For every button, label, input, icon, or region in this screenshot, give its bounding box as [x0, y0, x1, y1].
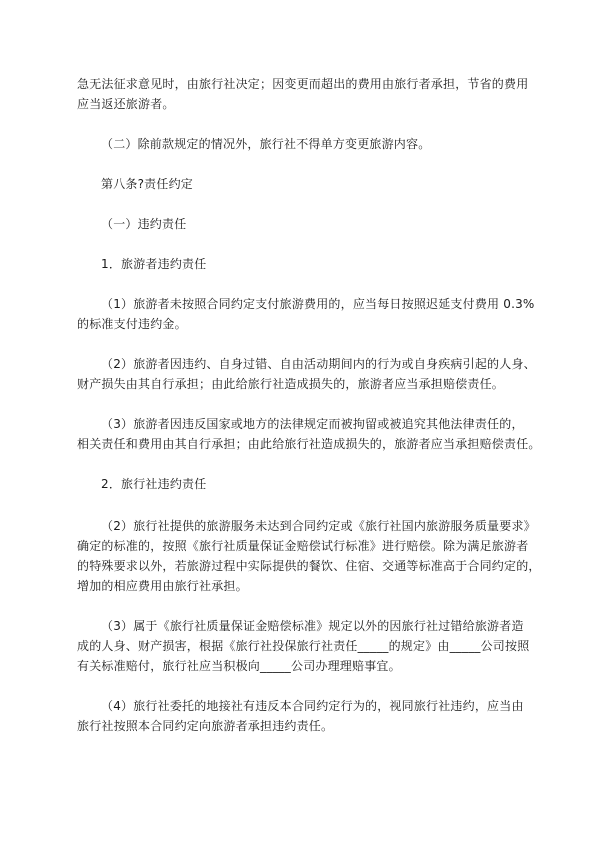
text-line: 财产损失由其自行承担；由此给旅行社造成损失的，旅游者应当承担赔偿责任。: [77, 377, 505, 391]
clause-agency-4: [77, 696, 522, 736]
text-line: 相关责任和费用由其自行承担；由此给旅行社造成损失的，旅游者应当承担赔偿责任。: [77, 437, 541, 451]
text-line: （2）旅游者因违约、自身过错、自由活动期间内的行为或自身疾病引起的人身、: [101, 357, 536, 371]
text-line: 成的人身、财产损害，根据《旅行社投保旅行社责任_____的规定》由_____公司按照: [77, 639, 530, 653]
clause-agency-3: [77, 616, 530, 676]
clause-tourist-1: [77, 294, 535, 334]
text-line: （3）属于《旅行社质量保证金赔偿标准》规定以外的因旅行社过错给旅游者造: [101, 619, 524, 633]
subheading-agency-liability: [77, 474, 522, 494]
text-line: 旅行社按照本合同约定向旅游者承担违约责任。: [77, 719, 334, 733]
paragraph-continuation: [77, 74, 529, 114]
text-line: 确定的标准的，按照《旅行社质量保证金赔偿试行标准》进行赔偿。除为满足旅游者: [77, 539, 529, 553]
text-line: （二）除前款规定的情况外，旅行社不得单方变更旅游内容。: [101, 137, 431, 151]
clause-tourist-3: [77, 414, 541, 454]
subheading-breach-liability: [77, 214, 522, 234]
text-line: （一）违约责任: [101, 217, 187, 231]
text-line: 1．旅游者违约责任: [101, 257, 207, 271]
clause-tourist-2: [77, 354, 536, 394]
text-line: 第八条?责任约定: [101, 177, 193, 191]
text-line: 急无法征求意见时，由旅行社决定；因变更而超出的费用由旅行者承担，节省的费用: [77, 77, 529, 91]
text-line: 的标准支付违约金。: [77, 317, 187, 331]
text-line: 应当返还旅游者。: [77, 97, 175, 111]
text-line: 有关标准赔付，旅行社应当积极向_____公司办理理赔事宜。: [77, 659, 401, 673]
text-line: （4）旅行社委托的地接社有违反本合同约定行为的，视同旅行社违约，应当由: [101, 699, 524, 713]
clause-agency-2: [77, 516, 541, 596]
subheading-tourist-liability: [77, 254, 522, 274]
paragraph-2-2: [77, 134, 522, 154]
text-line: （2）旅行社提供的旅游服务未达到合同约定或《旅行社国内旅游服务质量要求》: [101, 519, 536, 533]
text-line: 增加的相应费用由旅行社承担。: [77, 579, 248, 593]
text-line: （3）旅游者因违反国家或地方的法律规定而被拘留或被追究其他法律责任的，: [101, 417, 524, 431]
text-line: （1）旅游者未按照合同约定支付旅游费用的，应当每日按照迟延支付费用 0.3%: [101, 297, 535, 311]
text-line: 的特殊要求以外，若旅游过程中实际提供的餐饮、住宿、交通等标准高于合同约定的，: [77, 559, 541, 573]
section-heading-article-8: [77, 174, 522, 194]
text-line: 2．旅行社违约责任: [101, 477, 207, 491]
